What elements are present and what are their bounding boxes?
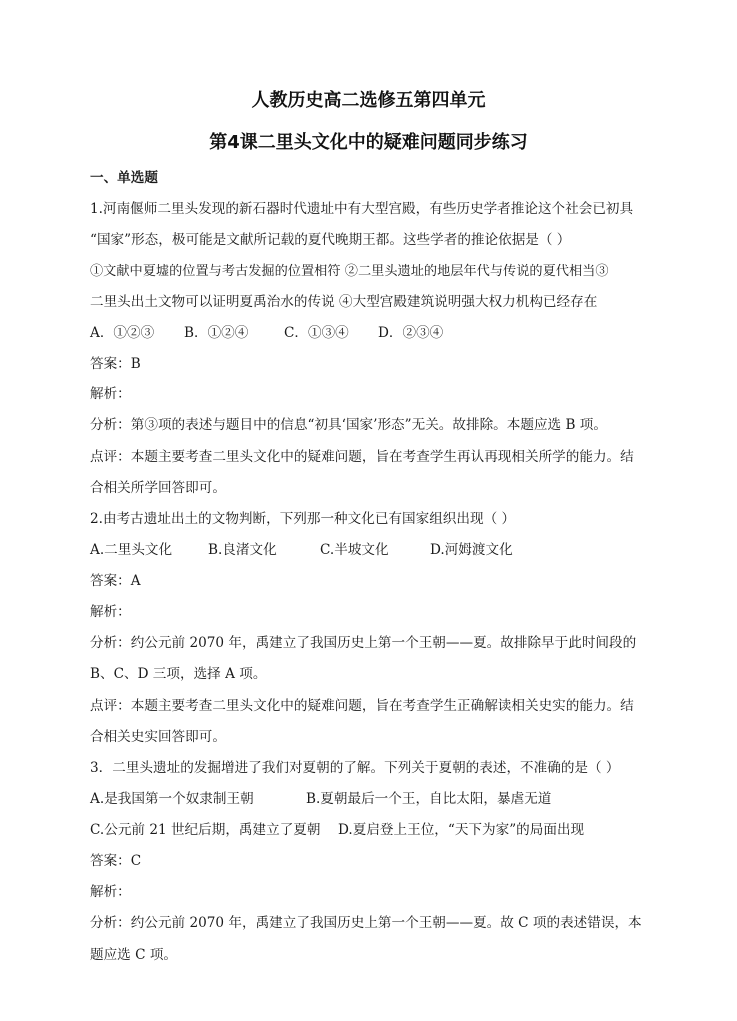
q2-analysis-line1: 分析：约公元前 2070 年，禹建立了我国历史上第一个王朝——夏。故排除早于此时间段的 xyxy=(90,635,637,651)
q1-options xyxy=(90,323,690,343)
q2-option-c: C.半坡文化 xyxy=(320,542,389,558)
q3-option-a: A.是我国第一个奴隶制王朝 xyxy=(90,791,254,807)
q1-comment-line1: 点评：本题主要考查二里头文化中的疑难问题，旨在考查学生再认再现相关所学的能力。结 xyxy=(90,449,634,465)
q1-option-b: B．①②④ xyxy=(184,325,249,341)
q3-answer: 答案：C xyxy=(90,853,142,869)
q2-answer: 答案：A xyxy=(90,573,141,589)
q2-stem: 2.由考古遗址出土的文物判断，下列那一种文化已有国家组织出现（ ） xyxy=(90,511,516,527)
q2-option-d: D.河姆渡文化 xyxy=(430,542,513,558)
q3-option-d: D.夏启登上王位，“天下为家”的局面出现 xyxy=(338,822,585,838)
document-subtitle: 第4课二里头文化中的疑难问题同步练习 xyxy=(209,132,528,153)
document-title: 人教历史高二选修五第四单元 xyxy=(251,90,486,111)
q2-option-a: A.二里头文化 xyxy=(90,542,173,558)
q2-analysis-line2: B、C、D 三项，选择 A 项。 xyxy=(90,666,267,682)
q3-options-row1 xyxy=(90,789,690,809)
q3-analysis-label: 解析： xyxy=(90,884,131,900)
q3-option-b: B.夏朝最后一个王，自比太阳，暴虐无道 xyxy=(306,791,552,807)
q3-analysis-line2: 题应选 C 项。 xyxy=(90,947,178,963)
q3-stem: 3．二里头遗址的发掘增进了我们对夏朝的了解。下列关于夏朝的表述，不准确的是（ ） xyxy=(90,760,620,776)
q1-analysis: 分析：第③项的表述与题目中的信息“初具‘国家’形态”无关。故排除。本题应选 B 项。 xyxy=(90,417,607,433)
q1-stem-line4: 二里头出土文物可以证明夏禹治水的传说 ④大型宫殿建筑说明强大权力机构已经存在 xyxy=(90,294,598,310)
q3-options-row2 xyxy=(90,820,690,840)
section-heading: 一、单选题 xyxy=(90,170,158,186)
q3-option-c: C.公元前 21 世纪后期，禹建立了夏朝 xyxy=(90,822,321,838)
q1-option-c: C．①③④ xyxy=(284,325,349,341)
q1-stem-line3: ①文献中夏墟的位置与考古发掘的位置相符 ②二里头遗址的地层年代与传说的夏代相当③ xyxy=(90,264,609,279)
q2-analysis-label: 解析： xyxy=(90,604,131,620)
q1-option-a: A．①②③ xyxy=(90,325,155,341)
q1-comment-line2: 合相关所学回答即可。 xyxy=(90,480,226,496)
q2-options xyxy=(90,540,690,560)
q1-stem-line2: “国家”形态，极可能是文献所记载的夏代晚期王都。这些学者的推论依据是（ ） xyxy=(90,232,571,248)
q2-comment-line1: 点评：本题主要考查二里头文化中的疑难问题，旨在考查学生正确解读相关史实的能力。结 xyxy=(90,698,634,714)
q3-analysis-line1: 分析：约公元前 2070 年，禹建立了我国历史上第一个王朝——夏。故 C 项的表述错误，本 xyxy=(90,915,642,931)
q1-option-d: D．②③④ xyxy=(378,325,444,341)
q1-stem-line1: 1.河南偃师二里头发现的新石器时代遗址中有大型宫殿，有些历史学者推论这个社会已初具 xyxy=(90,201,634,217)
q2-option-b: B.良渚文化 xyxy=(208,542,277,558)
q2-comment-line2: 合相关史实回答即可。 xyxy=(90,729,226,745)
q1-analysis-label: 解析： xyxy=(90,386,131,402)
q1-answer: 答案：B xyxy=(90,356,141,372)
